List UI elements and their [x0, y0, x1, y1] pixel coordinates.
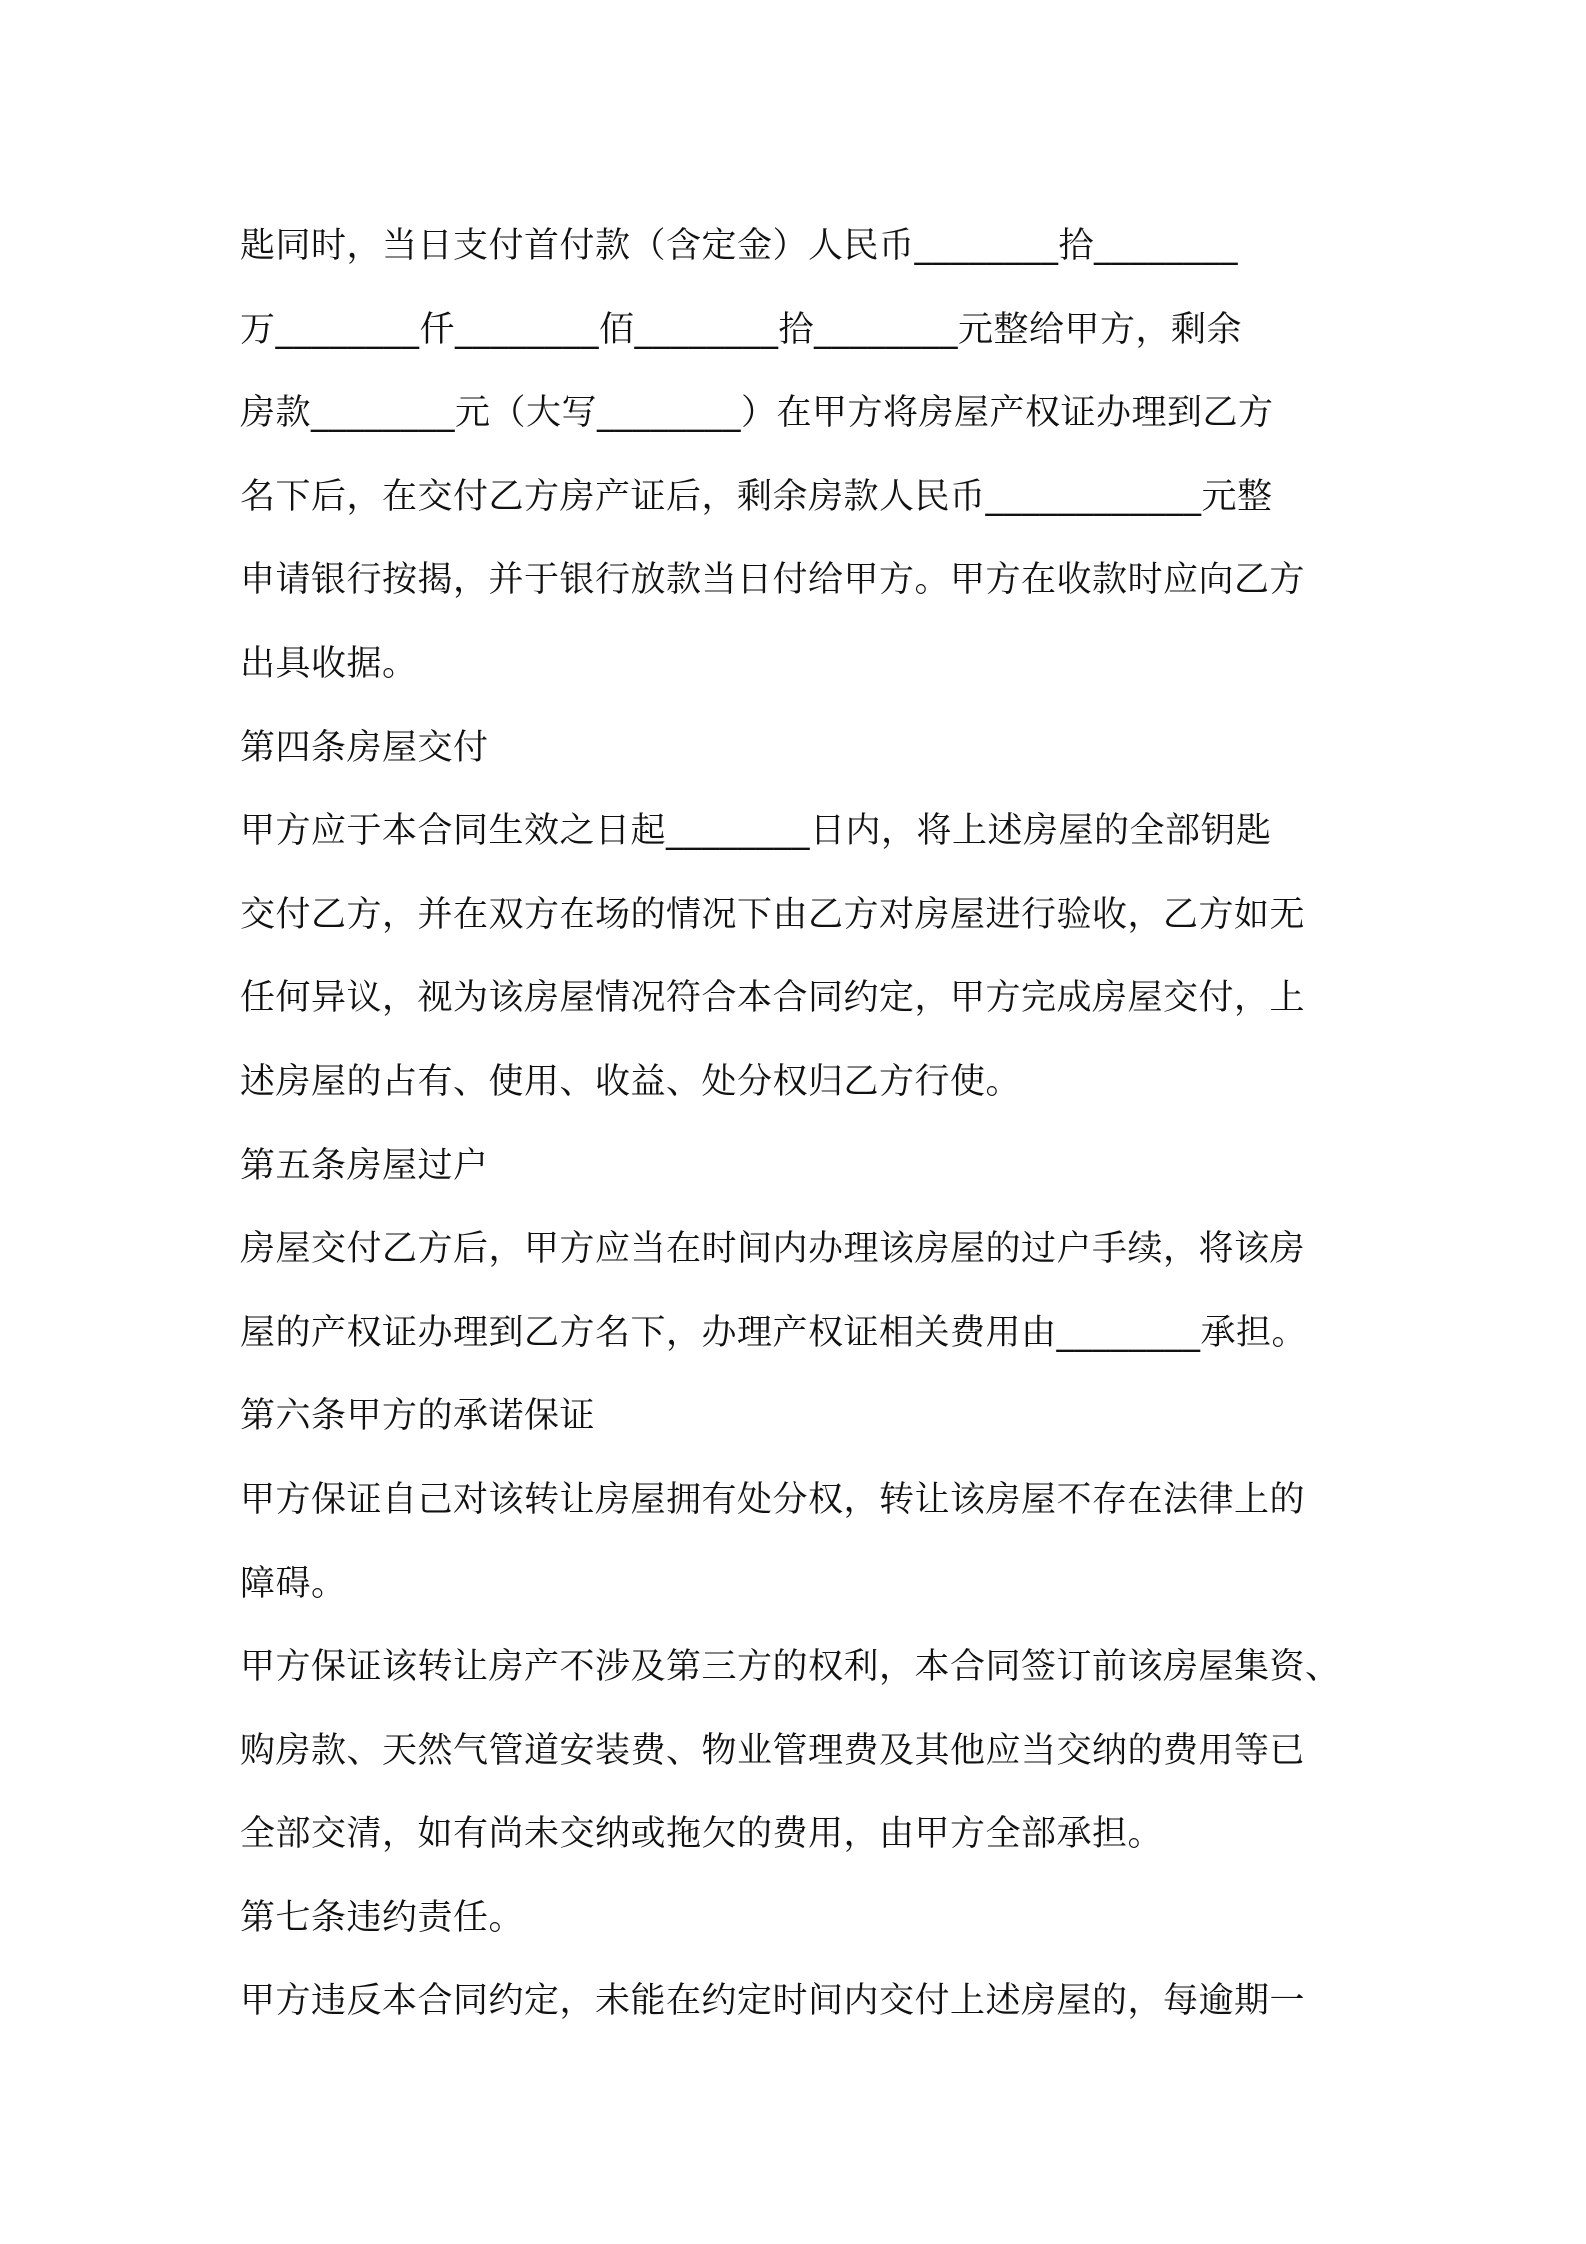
text-line: 障碍。: [240, 1563, 347, 1604]
section-heading: 第五条房屋过户: [240, 1145, 489, 1186]
text-line: 名下后，在交付乙方房产证后，剩余房款人民币____________元整: [240, 476, 1273, 517]
document-page: [240, 205, 1370, 2044]
text-line: 匙同时，当日支付首付款（含定金）人民币________拾________: [240, 226, 1239, 266]
text-line: 述房屋的占有、使用、收益、处分权归乙方行使。: [240, 1061, 1022, 1102]
text-line: 甲方保证该转让房产不涉及第三方的权利，本合同签订前该房屋集资、: [240, 1647, 1341, 1688]
text-line: 全部交清，如有尚未交纳或拖欠的费用，由甲方全部承担。: [240, 1814, 1164, 1855]
section-heading: 第六条甲方的承诺保证: [240, 1396, 596, 1437]
section-heading: 第七条违约责任。: [240, 1897, 525, 1938]
text-line: 甲方保证自己对该转让房屋拥有处分权，转让该房屋不存在法律上的: [240, 1479, 1306, 1520]
text-line: 甲方应于本合同生效之日起________日内，将上述房屋的全部钥匙: [240, 811, 1272, 852]
text-line: 屋的产权证办理到乙方名下，办理产权证相关费用由________承担。: [240, 1312, 1308, 1353]
text-line: 购房款、天然气管道安装费、物业管理费及其他应当交纳的费用等已: [240, 1730, 1306, 1771]
text-line: 出具收据。: [240, 643, 418, 684]
text-line: 甲方违反本合同约定，未能在约定时间内交付上述房屋的，每逾期一: [240, 1981, 1306, 2022]
text-line: 房屋交付乙方后，甲方应当在时间内办理该房屋的过户手续，将该房: [240, 1229, 1306, 1270]
text-line: 申请银行按揭，并于银行放款当日付给甲方。甲方在收款时应向乙方: [240, 560, 1306, 601]
text-line: 万________仟________佰________拾________元整给甲方，剩余: [240, 309, 1243, 350]
text-line: 房款________元（大写________）在甲方将房屋产权证办理到乙方: [240, 393, 1274, 434]
text-line: 交付乙方，并在双方在场的情况下由乙方对房屋进行验收，乙方如无: [240, 894, 1306, 935]
section-heading: 第四条房屋交付: [240, 727, 489, 768]
text-line: 任何异议，视为该房屋情况符合本合同约定，甲方完成房屋交付，上: [240, 978, 1306, 1019]
